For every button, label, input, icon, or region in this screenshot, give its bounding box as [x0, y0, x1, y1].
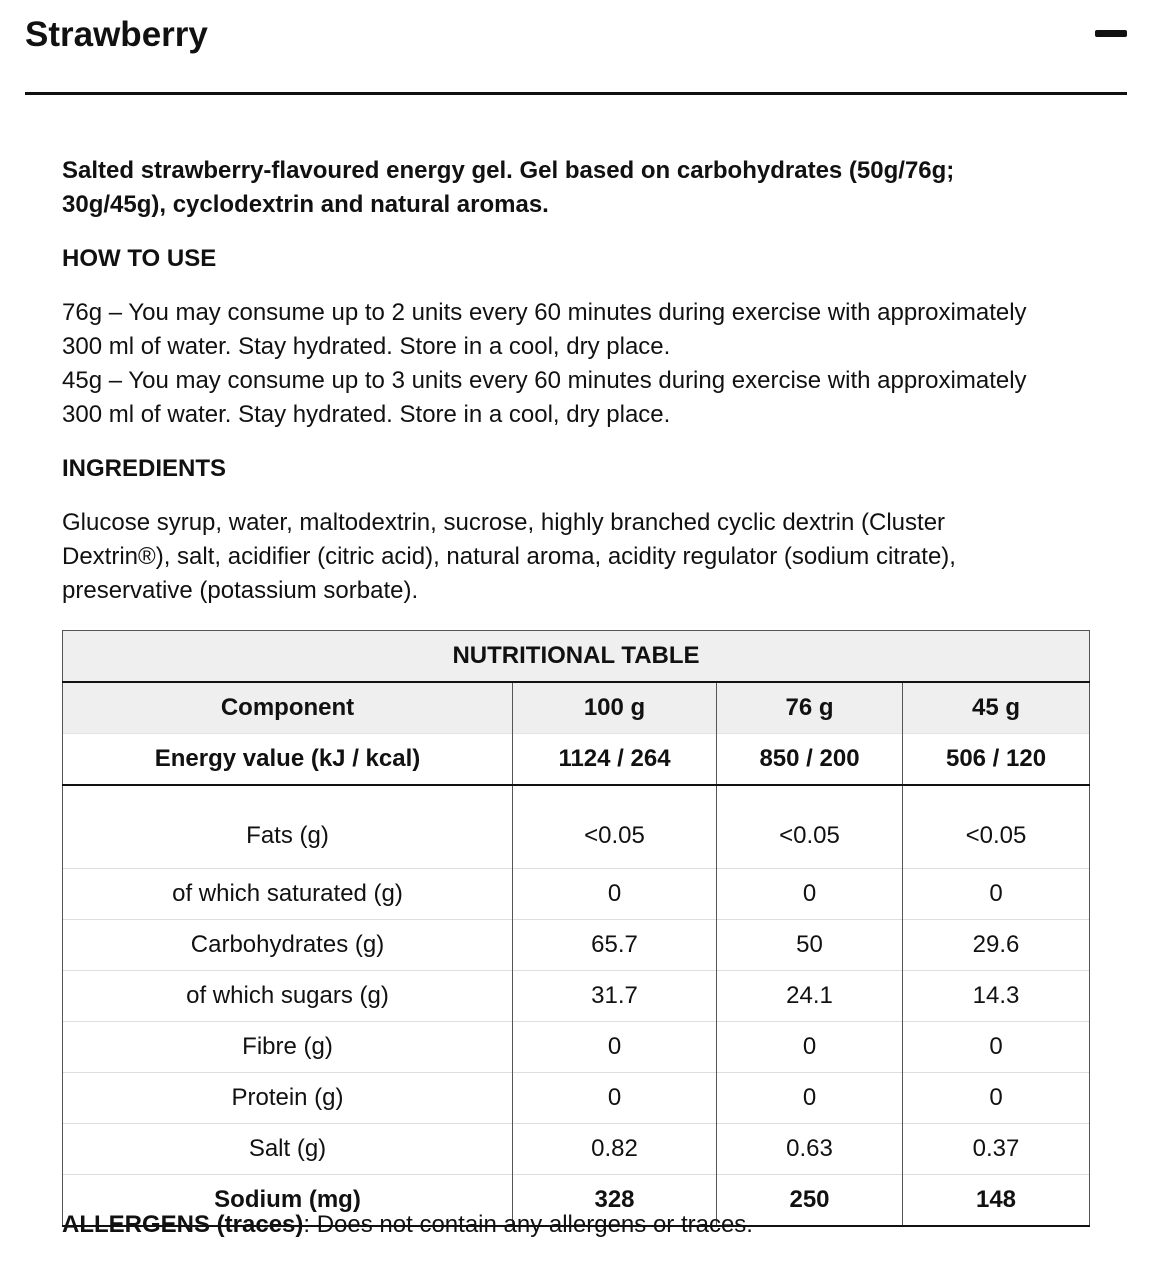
column-header: 76 g — [717, 682, 903, 734]
accordion-header[interactable] — [25, 0, 1127, 95]
table-cell: 0 — [903, 1022, 1090, 1073]
table-cell: 0 — [513, 869, 717, 920]
table-cell: 328 — [513, 1175, 717, 1227]
table-cell: 148 — [903, 1175, 1090, 1227]
energy-row — [63, 734, 1090, 786]
table-header-row — [63, 682, 1090, 734]
minus-icon[interactable] — [1095, 30, 1127, 37]
table-row — [63, 971, 1090, 1022]
allergens-note — [62, 1208, 753, 1242]
table-row — [63, 920, 1090, 971]
table-cell: Fats (g) — [63, 785, 513, 869]
how-to-use-text — [62, 296, 1090, 432]
table-cell: 50 — [717, 920, 903, 971]
table-cell: <0.05 — [903, 785, 1090, 869]
table-cell: of which sugars (g) — [63, 971, 513, 1022]
table-cell: 0 — [513, 1073, 717, 1124]
table-cell: 0 — [717, 869, 903, 920]
ingredients-text: Glucose syrup, water, maltodextrin, sucrose, highly branched cyclic dextrin (Cluster Dextrin®), salt, acidifier (citric acid), natural aroma, acidity regulator (sodium citrate), preservative (potassium sorbate). — [62, 509, 956, 604]
table-cell: Fibre (g) — [63, 1022, 513, 1073]
usage-76g: 76g – You may consume up to 2 units every 60 minutes during exercise with approximately 300 ml of water. Stay hydrated. Store in a cool, dry place. — [62, 299, 1027, 360]
how-to-use-heading: HOW TO USE — [62, 245, 217, 272]
table-cell: 0 — [717, 1073, 903, 1124]
table-row — [63, 1124, 1090, 1175]
table-cell: 1124 / 264 — [513, 734, 717, 786]
table-cell: Carbohydrates (g) — [63, 920, 513, 971]
table-cell: 0 — [717, 1022, 903, 1073]
table-row — [63, 869, 1090, 920]
nutritional-table — [62, 630, 1090, 1227]
allergens-text: : Does not contain any allergens or traces. — [303, 1211, 753, 1238]
usage-45g: 45g – You may consume up to 3 units every 60 minutes during exercise with approximately 300 ml of water. Stay hydrated. Store in a cool, dry place. — [62, 367, 1027, 428]
table-cell: of which saturated (g) — [63, 869, 513, 920]
table-cell: 14.3 — [903, 971, 1090, 1022]
table-cell: 0 — [903, 869, 1090, 920]
table-cell: Sodium (mg) — [63, 1175, 513, 1227]
table-cell: 0 — [903, 1073, 1090, 1124]
table-cell: <0.05 — [513, 785, 717, 869]
ingredients-heading: INGREDIENTS — [62, 455, 227, 482]
table-cell: 0.63 — [717, 1124, 903, 1175]
table-row — [63, 1022, 1090, 1073]
table-cell: Protein (g) — [63, 1073, 513, 1124]
table-cell: 0.82 — [513, 1124, 717, 1175]
table-cell: 31.7 — [513, 971, 717, 1022]
table-row — [63, 1073, 1090, 1124]
table-cell: 0.37 — [903, 1124, 1090, 1175]
table-cell: Energy value (kJ / kcal) — [63, 734, 513, 786]
table-cell: Salt (g) — [63, 1124, 513, 1175]
column-header: Component — [63, 682, 513, 734]
table-cell: 506 / 120 — [903, 734, 1090, 786]
table-cell: <0.05 — [717, 785, 903, 869]
table-cell: 0 — [513, 1022, 717, 1073]
product-intro: Salted strawberry-flavoured energy gel. Gel based on carbohydrates (50g/76g; 30g/45g), cyclodextrin and natural aromas. — [62, 157, 955, 218]
table-caption-row — [63, 631, 1090, 683]
table-cell: 24.1 — [717, 971, 903, 1022]
allergens-label: ALLERGENS (traces) — [62, 1211, 304, 1238]
table-row — [63, 785, 1090, 869]
table-cell: 65.7 — [513, 920, 717, 971]
table-cell: 250 — [717, 1175, 903, 1227]
column-header: 45 g — [903, 682, 1090, 734]
column-header: 100 g — [513, 682, 717, 734]
product-details — [62, 154, 1090, 608]
accordion-title: Strawberry — [25, 15, 208, 54]
table-cell: 850 / 200 — [717, 734, 903, 786]
table-cell: 29.6 — [903, 920, 1090, 971]
table-caption: NUTRITIONAL TABLE — [63, 631, 1090, 683]
